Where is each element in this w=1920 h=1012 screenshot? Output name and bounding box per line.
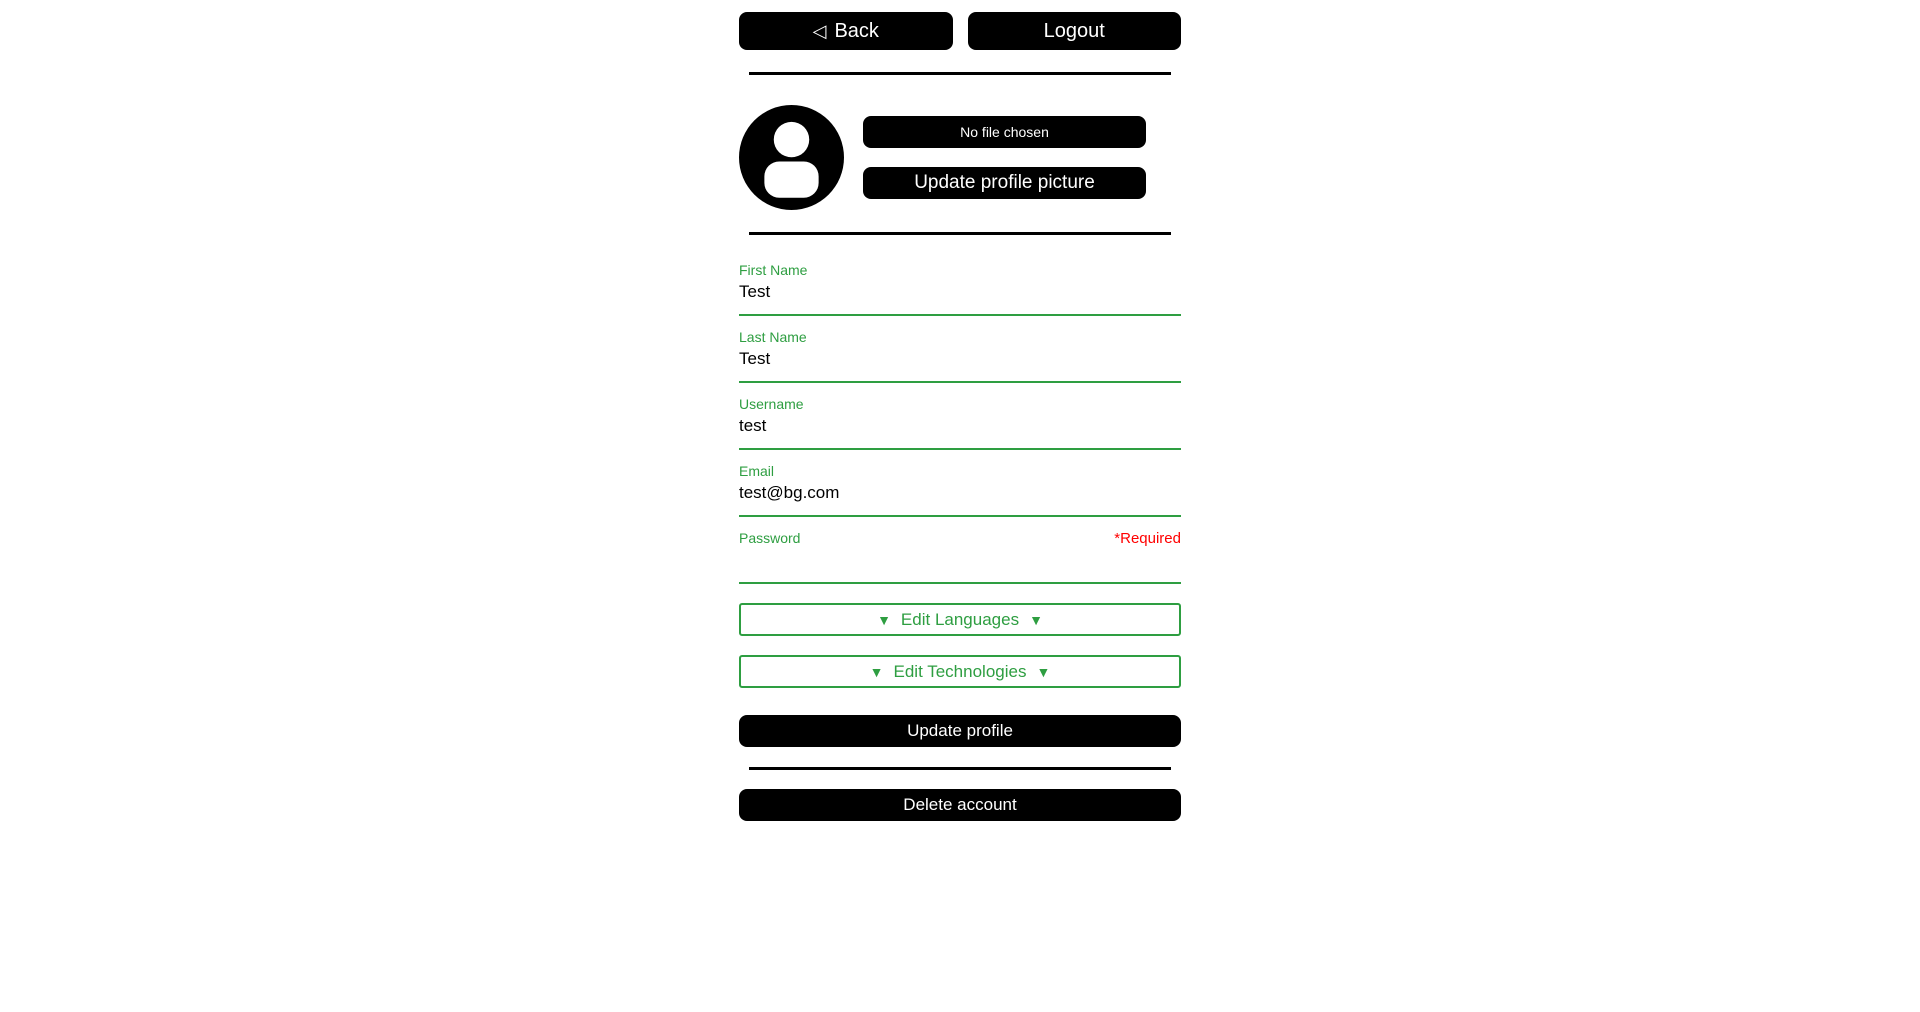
username-input[interactable] — [739, 412, 1181, 450]
back-button-label: Back — [834, 20, 879, 42]
divider — [749, 767, 1171, 770]
email-field-group — [739, 464, 1181, 517]
password-input[interactable] — [739, 546, 1181, 584]
first-name-field-group — [739, 263, 1181, 316]
password-field-group — [739, 531, 1181, 584]
delete-account-label: Delete account — [903, 795, 1017, 814]
username-label: Username — [739, 396, 804, 412]
field-head — [739, 464, 1181, 479]
file-input-button[interactable] — [863, 116, 1146, 148]
field-head — [739, 397, 1181, 412]
picture-buttons — [863, 116, 1181, 199]
logout-button[interactable] — [968, 12, 1182, 50]
divider — [749, 72, 1171, 75]
back-icon: ◁ — [812, 21, 827, 41]
username-field-group — [739, 397, 1181, 450]
update-picture-label: Update profile picture — [914, 172, 1095, 193]
first-name-label: First Name — [739, 262, 808, 278]
profile-form — [739, 263, 1181, 747]
email-input[interactable] — [739, 479, 1181, 517]
chevron-down-icon: ▼ — [869, 663, 884, 680]
divider — [749, 232, 1171, 235]
top-button-row — [739, 12, 1181, 50]
profile-picture-section — [739, 105, 1181, 210]
last-name-input[interactable] — [739, 345, 1181, 383]
file-input-label: No file chosen — [960, 124, 1049, 140]
edit-languages-label: Edit Languages — [900, 609, 1020, 629]
field-head — [739, 330, 1181, 345]
back-button[interactable] — [739, 12, 953, 50]
update-profile-label: Update profile — [907, 721, 1013, 740]
logout-button-label: Logout — [1043, 20, 1105, 42]
password-required-note: *Required — [1114, 530, 1181, 547]
update-picture-button[interactable] — [863, 167, 1146, 199]
password-label: Password — [739, 530, 801, 546]
email-label: Email — [739, 463, 775, 479]
update-profile-button[interactable] — [739, 715, 1181, 747]
chevron-down-icon: ▼ — [1029, 611, 1043, 628]
last-name-field-group — [739, 330, 1181, 383]
avatar-person-icon — [739, 105, 844, 210]
chevron-down-icon: ▼ — [1036, 663, 1051, 680]
last-name-label: Last Name — [739, 329, 807, 345]
delete-account-button[interactable] — [739, 789, 1181, 821]
edit-technologies-button[interactable] — [739, 655, 1181, 688]
field-head — [739, 531, 1181, 546]
field-head — [739, 263, 1181, 278]
chevron-down-icon: ▼ — [877, 611, 891, 628]
first-name-input[interactable] — [739, 278, 1181, 316]
edit-technologies-label: Edit Technologies — [893, 661, 1027, 681]
profile-page — [739, 0, 1181, 821]
edit-languages-button[interactable] — [739, 603, 1181, 636]
